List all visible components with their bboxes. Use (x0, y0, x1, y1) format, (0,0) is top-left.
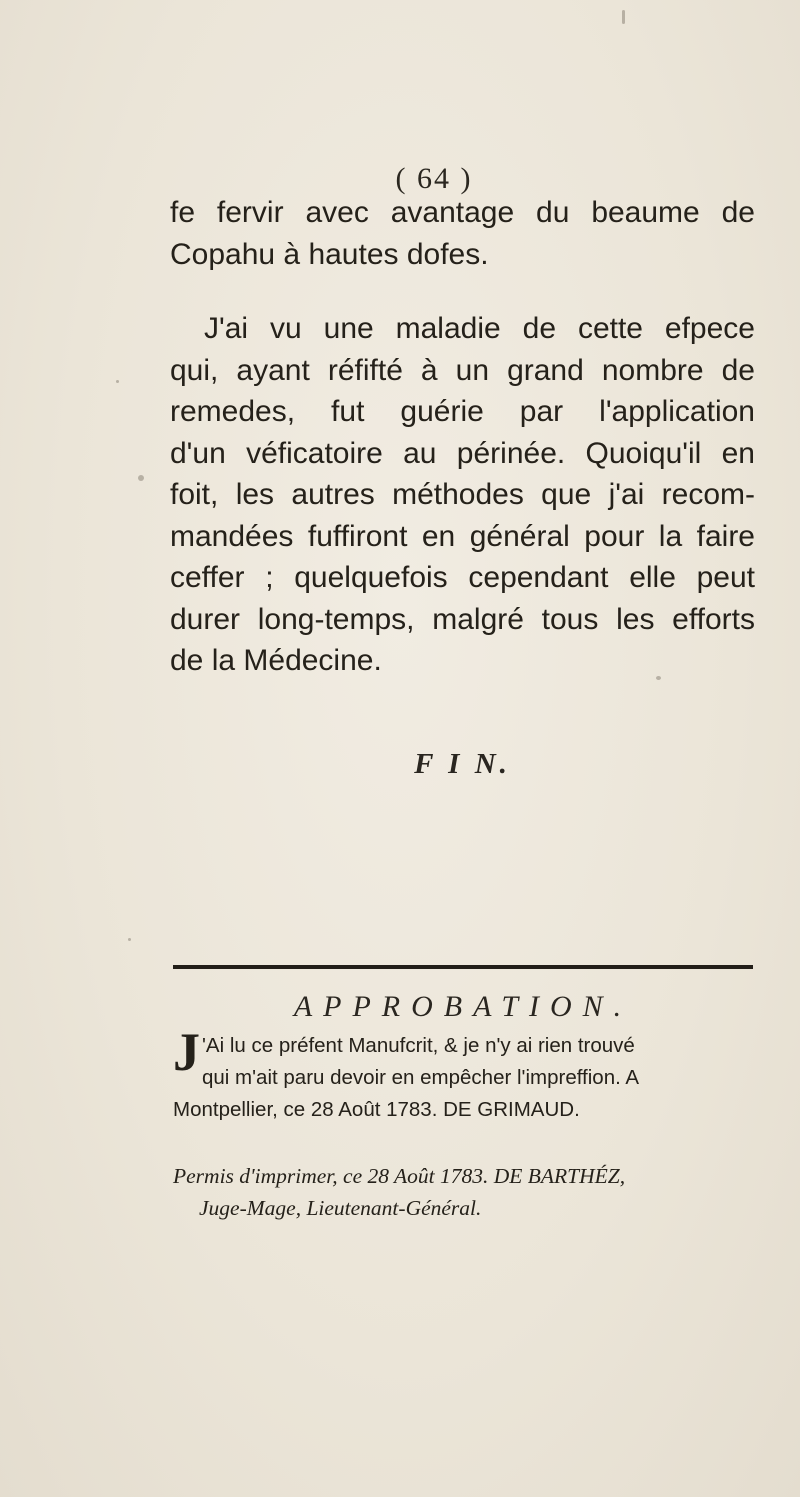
text-line: ceffer ; quelquefois cependant elle peut (170, 561, 755, 594)
text-line: mandées fuffiront en général pour la faire (170, 519, 755, 553)
text-line: qui m'ait paru devoir en empêcher l'impreffion. A (202, 1066, 640, 1089)
text-line: durer long-temps, malgré tous les efforts (170, 602, 755, 636)
approbation-title: APPROBATION. (293, 990, 633, 1023)
text-line: de la Médecine. (170, 644, 382, 677)
text-line: qui, ayant réfifté à un grand nombre de (170, 353, 755, 387)
text-line: d'un véficatoire au périnée. Quoiqu'il en (170, 436, 755, 470)
text-line: 'Ai lu ce préfent Manufcrit, & je n'y ai rien trouvé (202, 1034, 635, 1057)
paper-speck (138, 475, 144, 481)
text-line: fe fervir avec avantage du beaume de (170, 196, 755, 229)
paper-speck (128, 938, 131, 941)
text-line: J'ai vu une maladie de cette efpece (204, 312, 755, 345)
main-paragraph (170, 308, 755, 682)
fin-heading: F I N. (414, 748, 511, 780)
drop-cap: J (173, 1022, 200, 1082)
page-number: ( 64 ) (395, 162, 473, 195)
text-line: Copahu à hautes dofes. (170, 237, 489, 271)
horizontal-rule (173, 965, 753, 969)
permis-imprimer (173, 1160, 755, 1224)
text-line: foit, les autres méthodes que j'ai recom- (170, 478, 755, 511)
text-line: Permis d'imprimer, ce 28 Août 1783. DE BARTHÉZ, (173, 1164, 626, 1188)
paper-speck (116, 380, 119, 383)
paper-speck (622, 10, 625, 24)
text-line: Juge-Mage, Lieutenant-Général. (199, 1196, 482, 1220)
text-line: Montpellier, ce 28 Août 1783. DE GRIMAUD. (173, 1098, 580, 1121)
text-line: remedes, fut guérie par l'application (170, 395, 755, 428)
approbation-text (173, 1022, 755, 1126)
continuation-text (170, 192, 755, 275)
